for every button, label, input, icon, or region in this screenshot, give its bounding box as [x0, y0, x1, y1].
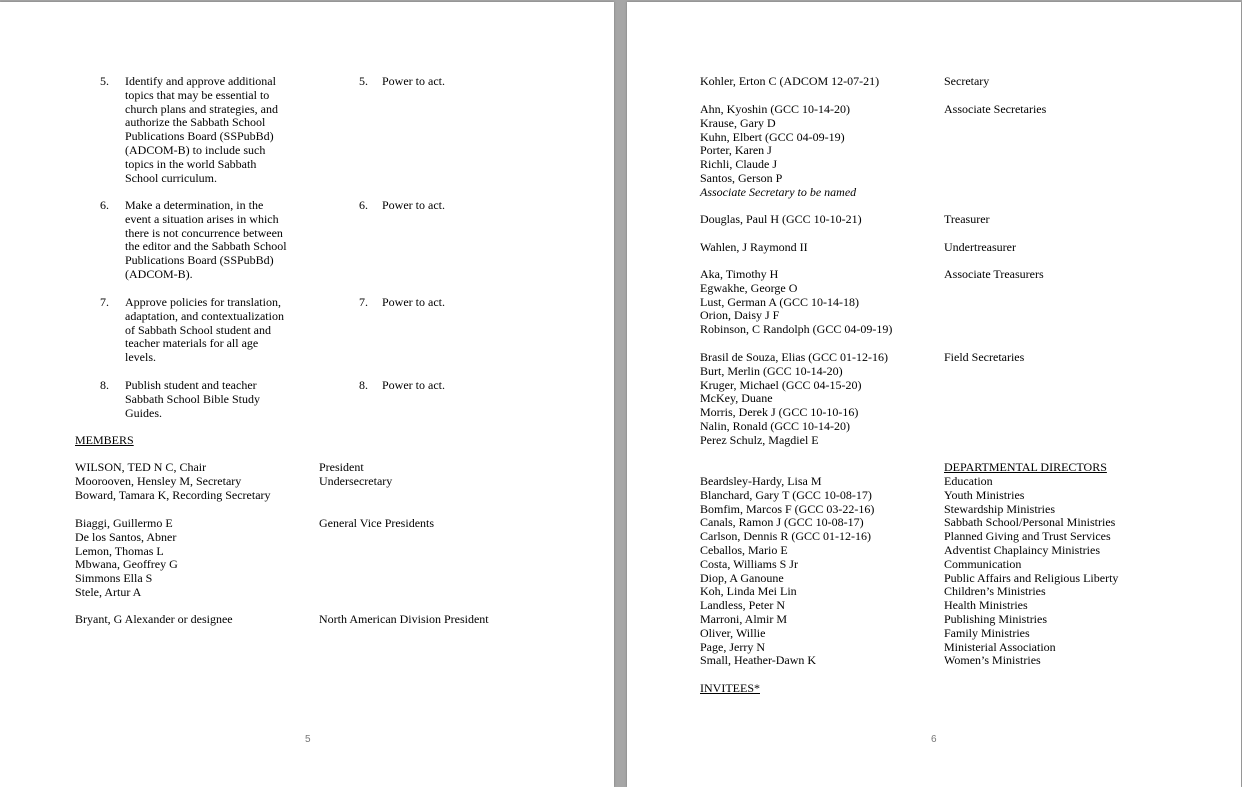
member-name: Burt, Merlin (GCC 10-14-20) [700, 363, 843, 378]
member-name: Ahn, Kyoshin (GCC 10-14-20) [700, 102, 850, 116]
member-name: Robinson, C Randolph (GCC 04-09-19) [700, 322, 893, 337]
action-text: Power to act. [382, 378, 445, 392]
department-name: Women’s Ministries [944, 653, 1041, 668]
item-text: Identify and approve additional topics that may be essential to church plans and strategies, and authorize the Sabbath School Publications Board (SSPubBd) (ADCOM-B) to include such topics in the world Sabbath School curriculum. [125, 74, 278, 185]
action-text: Power to act. [382, 74, 445, 88]
member-role: Undertreasurer [944, 240, 1016, 254]
member-name: Stele, Artur A [75, 584, 142, 599]
page-number: 6 [931, 734, 937, 745]
action-number: 6. [359, 198, 368, 212]
departmental-directors-names [700, 475, 874, 668]
member-name: Small, Heather-Dawn K [700, 653, 817, 668]
department-name: Stewardship Ministries [944, 501, 1055, 516]
member-role: Field Secretaries [944, 350, 1025, 364]
member-name: Ceballos, Mario E [700, 542, 788, 557]
member-name: Beardsley-Hardy, Lisa M [700, 474, 822, 488]
member-role: Secretary [944, 74, 990, 88]
item-number: 5. [100, 74, 109, 88]
member-name: Bomfim, Marcos F (GCC 03-22-16) [700, 501, 875, 516]
department-name: Publishing Ministries [944, 611, 1048, 626]
department-name: Public Affairs and Religious Liberty [944, 570, 1119, 585]
item-text: Approve policies for translation, adaptation, and contextualization of Sabbath School student and teacher materials for all age levels. [125, 295, 284, 365]
departmental-directors-roles [944, 475, 1118, 668]
member-role: General Vice Presidents [319, 516, 435, 530]
action-text: Power to act. [382, 198, 445, 212]
member-name: Santos, Gerson P [700, 170, 783, 185]
member-role: President [319, 460, 364, 474]
action-number: 7. [359, 295, 368, 309]
department-name: Ministerial Association [944, 639, 1056, 654]
department-name: Sabbath School/Personal Ministries [944, 515, 1116, 530]
department-name: Health Ministries [944, 598, 1028, 613]
member-name: Costa, Williams S Jr [700, 556, 798, 571]
item-number: 8. [100, 378, 109, 392]
member-name: Mbwana, Geoffrey G [75, 557, 178, 572]
member-name: Perez Schulz, Magdiel E [700, 432, 819, 447]
department-name: Communication [944, 556, 1022, 571]
vacancy-note: Associate Secretary to be named [700, 184, 857, 199]
member-name: Kuhn, Elbert (GCC 04-09-19) [700, 129, 845, 144]
member-name: Carlson, Dennis R (GCC 01-12-16) [700, 529, 871, 544]
member-name: Wahlen, J Raymond II [700, 240, 808, 254]
member-name: Moorooven, Hensley M, Secretary [75, 473, 242, 488]
assoc-treasurers-list [700, 268, 892, 337]
member-name: Lust, German A (GCC 10-14-18) [700, 294, 859, 309]
action-number: 8. [359, 378, 368, 392]
member-name: Simmons Ella S [75, 571, 153, 586]
members-group2-names [75, 517, 178, 600]
member-name: Krause, Gary D [700, 115, 776, 130]
member-name: Nalin, Ronald (GCC 10-14-20) [700, 418, 850, 433]
department-name: Education [944, 474, 993, 488]
member-role: Undersecretary [319, 473, 393, 488]
assoc-secretaries-list [700, 103, 856, 200]
item-number: 6. [100, 198, 109, 212]
member-name: Koh, Linda Mei Lin [700, 584, 797, 599]
member-role: North American Division President [319, 612, 489, 626]
page-number: 5 [305, 734, 311, 745]
members-group1-roles [319, 461, 392, 489]
member-name: Blanchard, Gary T (GCC 10-08-17) [700, 487, 872, 502]
member-name: Douglas, Paul H (GCC 10-10-21) [700, 212, 862, 226]
members-heading: MEMBERS [75, 433, 134, 447]
item-number: 7. [100, 295, 109, 309]
member-name: Oliver, Willie [700, 625, 766, 640]
member-name: Landless, Peter N [700, 598, 785, 613]
member-name: Bryant, G Alexander or designee [75, 612, 233, 626]
department-name: Youth Ministries [944, 487, 1025, 502]
members-group1-names [75, 461, 271, 502]
member-role: Associate Treasurers [944, 267, 1044, 281]
item-text: Publish student and teacher Sabbath School Bible Study Guides. [125, 378, 260, 420]
member-role: Associate Secretaries [944, 102, 1047, 116]
department-name: Planned Giving and Trust Services [944, 529, 1111, 544]
member-name: Kruger, Michael (GCC 04-15-20) [700, 377, 862, 392]
document-page-6 [627, 2, 1241, 787]
member-name: McKey, Duane [700, 391, 773, 406]
item-text: Make a determination, in the event a situation arises in which there is not concurrence between the editor and the Sabbath School Publications Board (SSPubBd) (ADCOM-B). [125, 198, 287, 281]
member-role: Treasurer [944, 212, 990, 226]
department-name: Children’s Ministries [944, 584, 1046, 599]
departmental-directors-heading: DEPARTMENTAL DIRECTORS [944, 460, 1107, 474]
member-name: Egwakhe, George O [700, 280, 798, 295]
member-name: Page, Jerry N [700, 639, 765, 654]
member-name: Aka, Timothy H [700, 267, 779, 281]
member-name: Brasil de Souza, Elias (GCC 01-12-16) [700, 350, 888, 364]
field-secretaries-list [700, 351, 888, 448]
action-number: 5. [359, 74, 368, 88]
department-name: Family Ministries [944, 625, 1030, 640]
member-name: Marroni, Almir M [700, 611, 787, 626]
member-name: Morris, Derek J (GCC 10-10-16) [700, 405, 859, 420]
member-name: WILSON, TED N C, Chair [75, 460, 207, 474]
member-name: Diop, A Ganoune [700, 570, 784, 585]
member-name: Boward, Tamara K, Recording Secretary [75, 487, 271, 502]
department-name: Adventist Chaplaincy Ministries [944, 542, 1100, 557]
member-name: Biaggi, Guillermo E [75, 516, 173, 530]
invitees-heading: INVITEES* [700, 681, 760, 695]
member-name: Porter, Karen J [700, 143, 772, 158]
member-name: Lemon, Thomas L [75, 543, 164, 558]
action-text: Power to act. [382, 295, 445, 309]
member-name: Richli, Claude J [700, 157, 777, 172]
member-name: De los Santos, Abner [75, 529, 177, 544]
member-name: Orion, Daisy J F [700, 308, 780, 323]
document-page-5 [0, 2, 614, 787]
member-name: Kohler, Erton C (ADCOM 12-07-21) [700, 74, 880, 88]
member-name: Canals, Ramon J (GCC 10-08-17) [700, 515, 864, 530]
